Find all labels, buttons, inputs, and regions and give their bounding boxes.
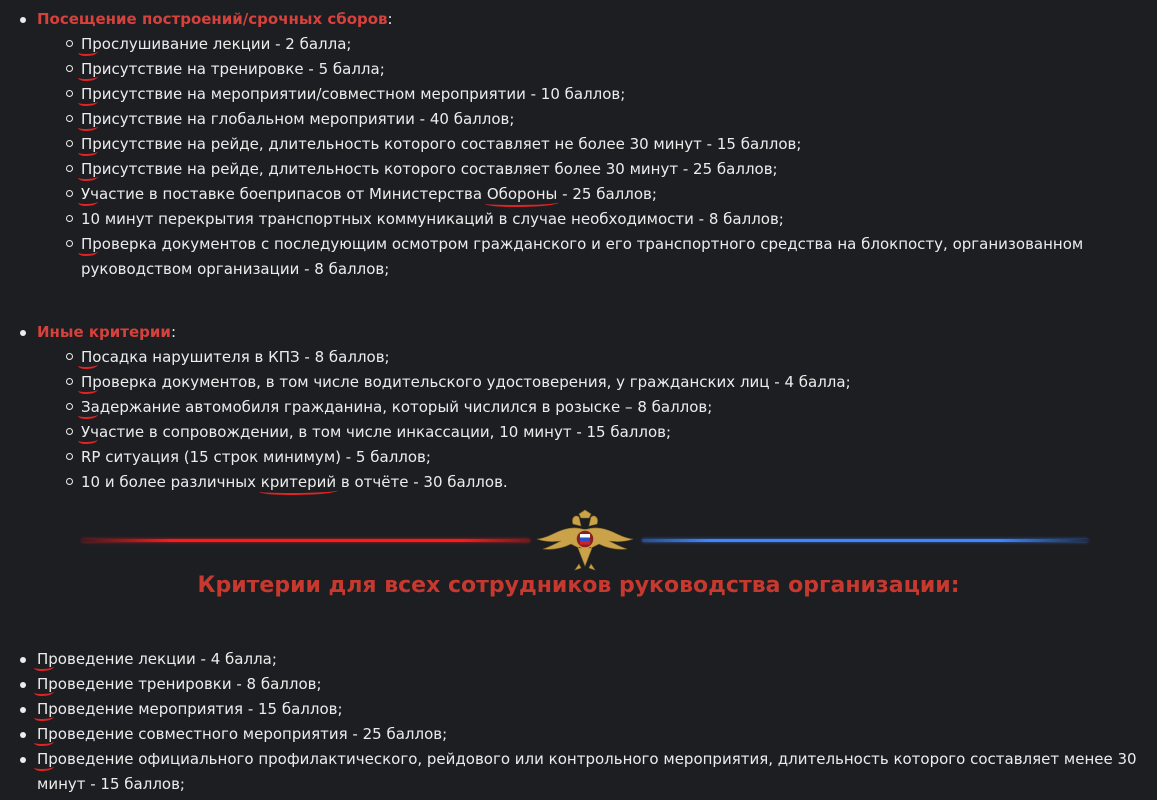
list-item <box>81 207 1141 232</box>
double-headed-eagle-emblem-icon <box>535 508 635 572</box>
list-item <box>20 672 1140 697</box>
section-attendance <box>20 7 1141 282</box>
list-item <box>81 57 1141 82</box>
heading-colon: : <box>170 323 176 341</box>
section-leadership <box>20 647 1140 797</box>
item-text: Участие в поставке боеприпасов от Министерства <box>81 185 487 203</box>
item-text: Присутствие на тренировке - 5 балла; <box>81 60 385 78</box>
list-item <box>20 722 1140 747</box>
divider <box>80 508 1088 572</box>
sublist <box>81 32 1141 282</box>
item-text: Проведение официального профилактического, рейдового или контрольного мероприятия, длительность которого составляет менее 30 минут - 15 баллов; <box>37 750 1137 793</box>
section-title: Критерии для всех сотрудников руководства организации: <box>197 573 960 598</box>
item-text: Посадка нарушителя в КПЗ - 8 баллов; <box>81 348 390 366</box>
item-text: Присутствие на мероприятии/совместном мероприятии - 10 баллов; <box>81 85 626 103</box>
list-item <box>81 470 1141 495</box>
list-item <box>81 32 1141 57</box>
list-item <box>20 747 1140 797</box>
list-item <box>81 420 1141 445</box>
item-text: Проведение совместного мероприятия - 25 баллов; <box>37 725 448 743</box>
sublist <box>81 345 1141 495</box>
item-text: 10 минут перекрытия транспортных коммуникаций в случае необходимости - 8 баллов; <box>81 210 784 228</box>
item-text: Проверка документов, в том числе водительского удостоверения, у гражданских лиц - 4 балла; <box>81 373 851 391</box>
item-text: Проверка документов с последующим осмотром гражданского и его транспортного средства на блокпосту, организованном руководством организации - 8 баллов; <box>81 235 1084 278</box>
list-item <box>20 647 1140 672</box>
item-text: Задержание автомобиля гражданина, который числился в розыске – 8 баллов; <box>81 398 713 416</box>
section-heading: Иные критерии <box>37 323 171 341</box>
item-text: Участие в сопровождении, в том числе инкассации, 10 минут - 15 баллов; <box>81 423 672 441</box>
list-item <box>81 132 1141 157</box>
divider-line-red <box>82 539 530 542</box>
list-item <box>20 7 1141 282</box>
item-text: Проведение тренировки - 8 баллов; <box>37 675 322 693</box>
list-item <box>20 697 1140 722</box>
item-text: RP ситуация (15 строк минимум) - 5 баллов; <box>81 448 431 466</box>
underlined-word: Обороны <box>486 185 558 203</box>
item-text: Прослушивание лекции - 2 балла; <box>81 35 352 53</box>
item-text: - 25 баллов; <box>557 185 657 203</box>
item-text: 10 и более различных <box>81 473 261 491</box>
list-item <box>81 107 1141 132</box>
divider-line-blue <box>642 539 1088 542</box>
list-item <box>81 395 1141 420</box>
section-heading: Посещение построений/срочных сборов <box>37 10 388 28</box>
section-other-criteria <box>20 320 1141 495</box>
list-item <box>81 157 1141 182</box>
item-text: Проведение мероприятия - 15 баллов; <box>37 700 343 718</box>
item-text: Присутствие на рейде, длительность которого составляет не более 30 минут - 15 баллов; <box>81 135 802 153</box>
list-item <box>81 345 1141 370</box>
list-item <box>20 320 1141 495</box>
item-text: Проведение лекции - 4 балла; <box>37 650 277 668</box>
underlined-word: критерий <box>260 473 337 491</box>
list-item <box>81 370 1141 395</box>
heading-colon: : <box>387 10 393 28</box>
list-item <box>81 232 1141 282</box>
list-item <box>81 182 1141 207</box>
item-text: Присутствие на рейде, длительность которого составляет более 30 минут - 25 баллов; <box>81 160 778 178</box>
item-text: в отчёте - 30 баллов. <box>336 473 508 491</box>
list-item <box>81 445 1141 470</box>
item-text: Присутствие на глобальном мероприятии - 40 баллов; <box>81 110 515 128</box>
list-item <box>81 82 1141 107</box>
